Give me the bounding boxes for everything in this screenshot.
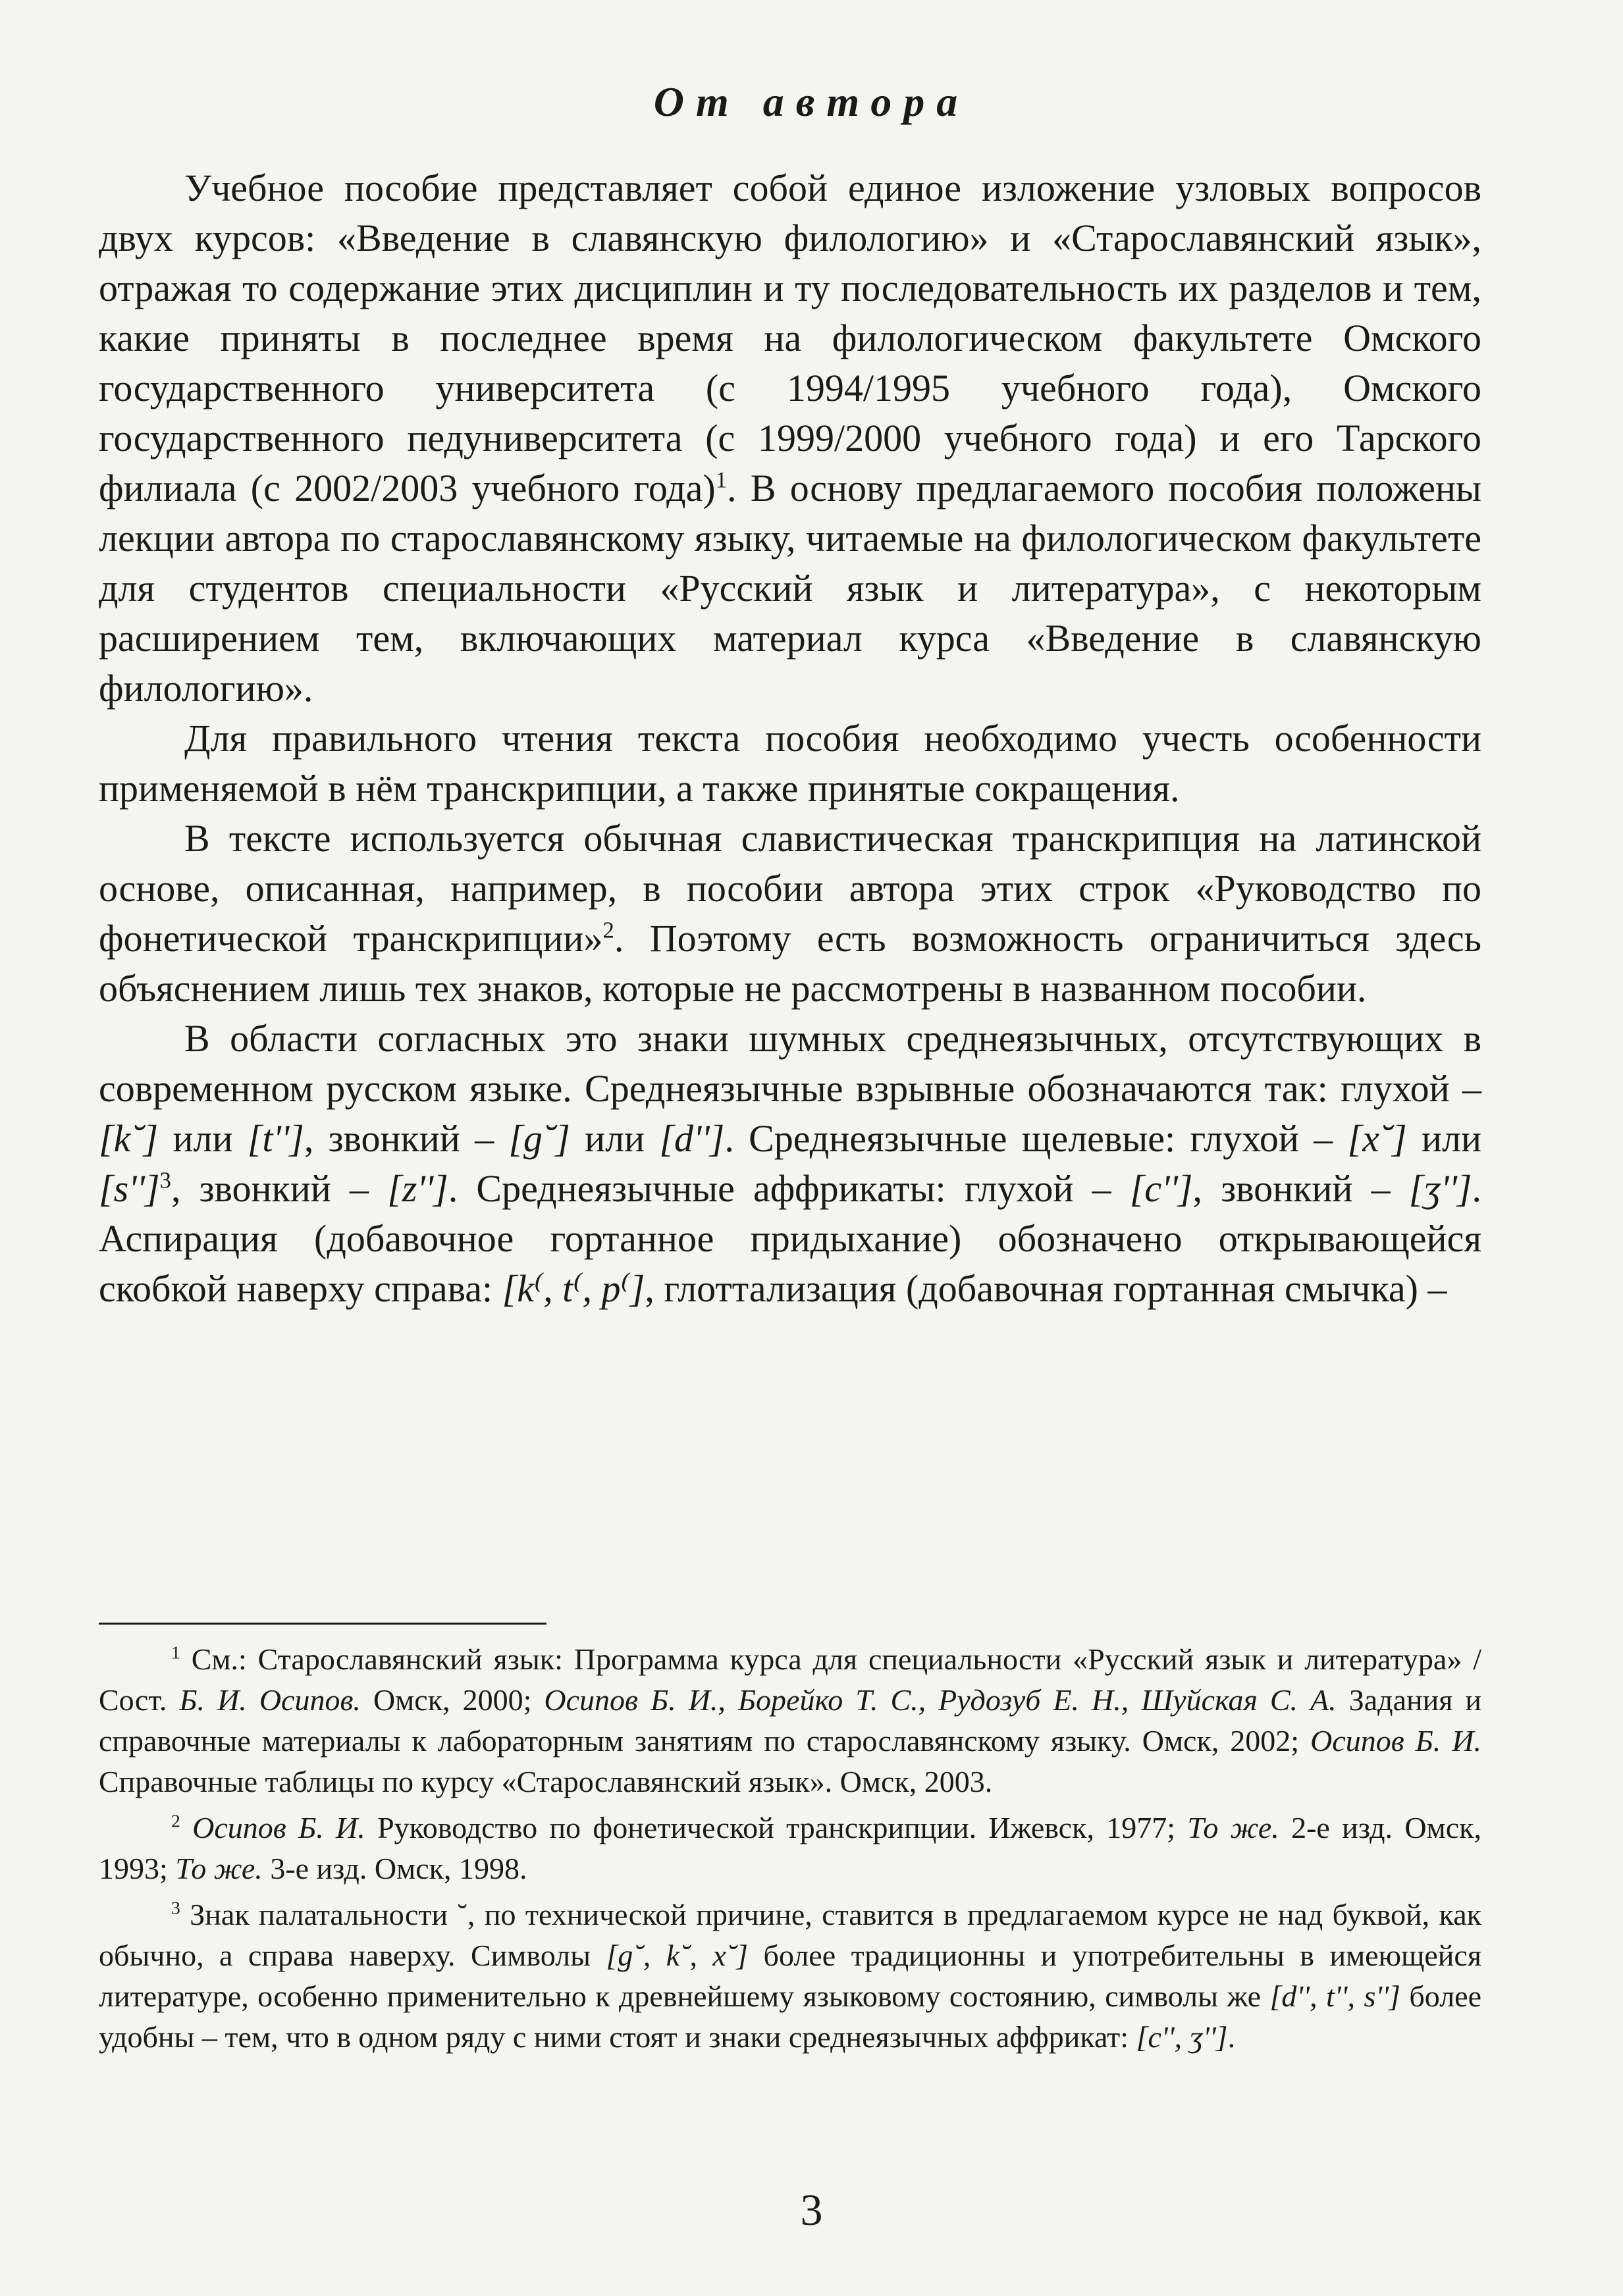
transcription-symbol: [z''] xyxy=(387,1167,448,1210)
transcription-symbol: [k⁽, t⁽, p⁽] xyxy=(502,1267,645,1310)
page-number: 3 xyxy=(800,2185,823,2235)
footnote-ref-1[interactable]: 1 xyxy=(715,467,728,493)
transcription-symbol: [c''] xyxy=(1129,1167,1193,1210)
page-title: От автора xyxy=(653,78,970,125)
transcription-symbol: [x˘] xyxy=(1347,1117,1407,1160)
transcription-symbol: [t''] xyxy=(247,1117,304,1160)
footnote-1: $^1$ См.: Старославянский язык: Программа курса для специальности «Русский язык и литература» / Сост. Б. И. Осипов. Омск, 2000; Осипов Б. И., Борейко Т. С., Рудозуб Е. Н., Шуйская С. А. Задания и справочные материалы к лабораторным занятиям по старославянскому языку. Омск, 2002; Осипов Б. И. Справочные таблицы по курсу «Старославянский язык». Омск, 2003. xyxy=(99,1642,1482,1798)
transcription-symbol: [g˘, k˘, x˘] xyxy=(606,1939,749,1972)
footnote-2: $^2$ Осипов Б. И. Руководство по фонетической транскрипции. Ижевск, 1977; То же. 2-е изд. Омск, 1993; То же. 3-е изд. Омск, 1998. xyxy=(99,1810,1481,1885)
footnote-number: 1 xyxy=(171,1642,180,1663)
transcription-symbol: [k˘] xyxy=(99,1117,159,1160)
transcription-symbol: [s''] xyxy=(99,1167,160,1210)
footnote-number: 3 xyxy=(171,1897,180,1918)
footnotes xyxy=(99,1639,1481,2063)
footnote-divider xyxy=(99,1623,546,1625)
transcription-symbol: [ʒ''] xyxy=(1408,1167,1472,1210)
transcription-symbol: [d'', t'', s''] xyxy=(1269,1979,1400,2013)
main-text xyxy=(99,163,1481,1314)
footnote-ref-2[interactable]: 2 xyxy=(602,917,614,943)
paragraph-2: Для правильного чтения текста пособия необходимо учесть особенности применяемой в нём транскрипции, а также принятые сокращения. xyxy=(99,717,1481,810)
footnote-number: 2 xyxy=(171,1810,180,1831)
footnote-ref-3[interactable]: 3 xyxy=(159,1167,171,1193)
paragraph-4: В области согласных это знаки шумных среднеязычных, отсутствующих в современном русском языке. Среднеязычные взрывные обозначаются так: глухой – [k˘] или [t''], звонкий – [g˘] или [d'']. Среднеязычные щелевые: глухой – [x˘] или $[s'']^3$, звонкий – [z'']. Среднеязычные аффрикаты: глухой – [c''], звонкий – [ʒ'']. Аспирация (добавочное гортанное придыхание) обозначено открывающейся скобкой наверху справа: [k⁽, t⁽, p⁽], глоттализация (добавочная гортанная смычка) – xyxy=(99,1017,1482,1310)
transcription-symbol: [d''] xyxy=(659,1117,725,1160)
paragraph-3: В тексте используется обычная славистическая транскрипция на латинской основе, описанная, например, в пособии автора этих строк «Руководство по фонетической транскрипции»$^2$. Поэтому есть возможность ограничиться здесь объяснением лишь тех знаков, которые не рассмотрены в названном пособии. xyxy=(99,817,1482,1010)
transcription-symbol: [g˘] xyxy=(508,1117,570,1160)
footnote-3: $^3$ Знак палатальности ˘, по технической причине, ставится в предлагаемом курсе не над буквой, как обычно, а справа наверху. Символы [g˘, k˘, x˘] более традиционны и употребительны в имеющейся литературе, особенно применительно к древнейшему языковому состоянию, символы же [d'', t'', s''] более удобны – тем, что в одном ряду с ними стоят и знаки среднеязычных аффрикат: [c'', ʒ'']. xyxy=(99,1897,1481,2054)
transcription-symbol: [c'', ʒ''] xyxy=(1136,2020,1228,2054)
paragraph-1: Учебное пособие представляет собой единое изложение узловых вопросов двух курсов: «Введение в славянскую филологию» и «Старославянский язык», отражая то содержание этих дисциплин и ту последовательность их разделов и тем, какие приняты в последнее время на филологическом факультете Омского государственного университета (с 1994/1995 учебного года), Омского государственного педуниверситета (с 1999/2000 учебного года) и его Тарского филиала (с 2002/2003 учебного года)$^1$. В основу предлагаемого пособия положены лекции автора по старославянскому языку, читаемые на филологическом факультете для студентов специальности «Русский язык и литература», с некоторым расширением тем, включающих материал курса «Введение в славянскую филологию». xyxy=(99,167,1481,710)
